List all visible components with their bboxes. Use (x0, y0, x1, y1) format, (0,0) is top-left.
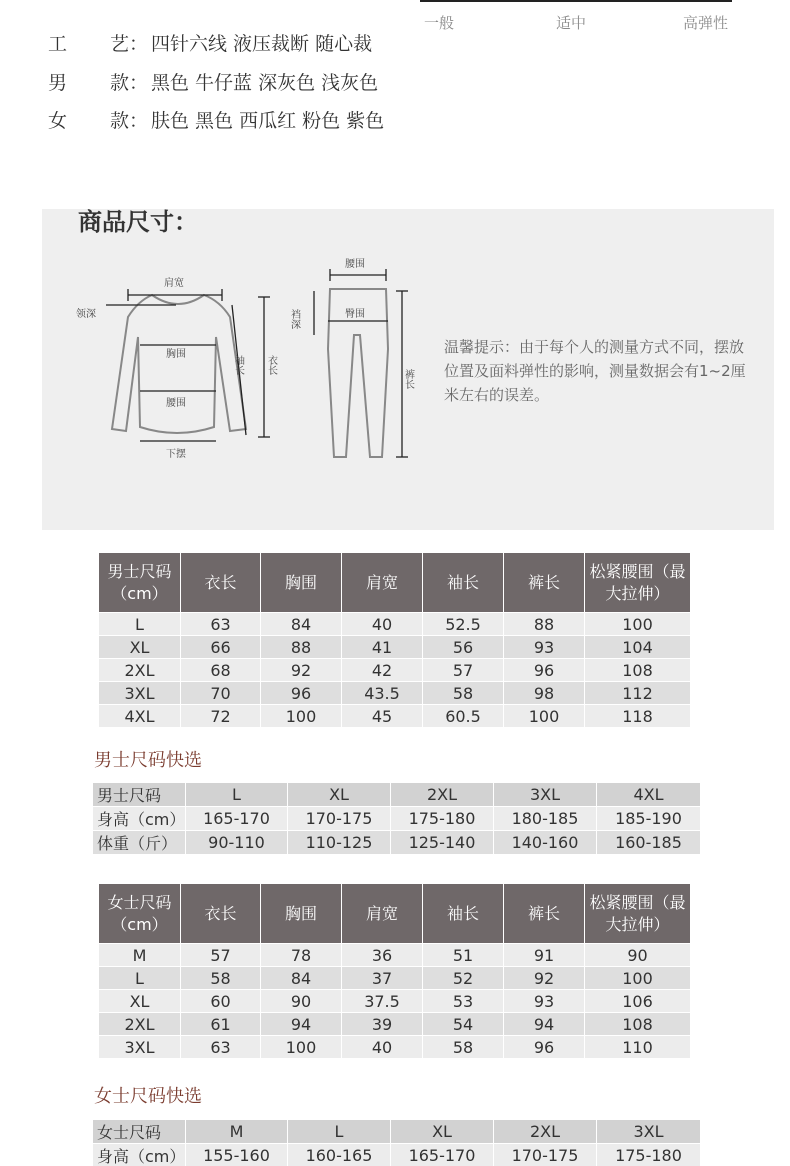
col-pants: 裤长 (504, 553, 585, 613)
label-sleeve: 袖长 (232, 355, 244, 375)
col-size: 男士尺码（cm） (99, 553, 181, 613)
label-pants-length: 裤长 (402, 369, 414, 389)
table-row: 身高（cm） 155-160 160-165 165-170 170-175 175-180 (93, 1144, 701, 1166)
col-length: 衣长 (181, 553, 261, 613)
label-waist: 腰围 (166, 398, 186, 409)
table-row: 4XL 72 100 45 60.5 100 118 (99, 705, 691, 728)
table-row: 3XL 70 96 43.5 58 98 112 (99, 682, 691, 705)
table-header-row (99, 884, 691, 944)
label-shoulder: 肩宽 (164, 278, 184, 289)
measurement-tip: 温馨提示：由于每个人的测量方式不同，摆放位置及面料弹性的影响，测量数据会有1~2厘米左右的误差。 (444, 338, 746, 404)
table-row: M 57 78 36 51 91 90 (99, 944, 691, 967)
women-size-table (98, 883, 691, 1059)
table-header-row (99, 553, 691, 613)
col-shoulder: 肩宽 (342, 553, 423, 613)
col-size: 女士尺码（cm） (99, 884, 181, 944)
table-header-row: 男士尺码 L XL 2XL 3XL 4XL (93, 783, 701, 807)
col-chest: 胸围 (261, 884, 342, 944)
table-row: 身高（cm） 165-170 170-175 175-180 180-185 185-190 (93, 807, 701, 831)
col-sleeve: 袖长 (423, 884, 504, 944)
table-row: XL 66 88 41 56 93 104 (99, 636, 691, 659)
label-chest: 胸围 (166, 349, 186, 360)
table-row: L 63 84 40 52.5 88 100 (99, 613, 691, 636)
col-length: 衣长 (181, 884, 261, 944)
label-length: 衣长 (265, 355, 277, 375)
size-panel (42, 209, 774, 530)
table-row: 3XL 63 100 40 58 96 110 (99, 1036, 691, 1059)
men-quick-table (92, 782, 701, 855)
men-size-table (98, 552, 691, 728)
table-row: L 58 84 37 52 92 100 (99, 967, 691, 990)
col-waist: 松紧腰围（最大拉伸） (585, 884, 691, 944)
label-crotch: 裆深 (288, 309, 300, 329)
shirt-outline (112, 295, 246, 433)
label-hip: 臀围 (345, 309, 365, 320)
col-shoulder: 肩宽 (342, 884, 423, 944)
women-quick-table (92, 1119, 701, 1166)
col-chest: 胸围 (261, 553, 342, 613)
men-quick-title: 男士尺码快选 (94, 750, 202, 771)
table-header-row: 女士尺码 M L XL 2XL 3XL (93, 1120, 701, 1144)
label-pants-waist: 腰围 (345, 259, 365, 270)
table-row: XL 60 90 37.5 53 93 106 (99, 990, 691, 1013)
elasticity-label-high: 高弹性 (683, 14, 729, 32)
label-hem: 下摆 (166, 449, 186, 460)
women-quick-title: 女士尺码快选 (94, 1086, 202, 1107)
table-row: 2XL 61 94 39 54 94 108 (99, 1013, 691, 1036)
elasticity-label-normal: 一般 (424, 14, 455, 32)
col-waist: 松紧腰围（最大拉伸） (585, 553, 691, 613)
col-pants: 裤长 (504, 884, 585, 944)
table-row: 体重（斤） 90-110 110-125 125-140 140-160 160-185 (93, 831, 701, 855)
table-row: 2XL 68 92 42 57 96 108 (99, 659, 691, 682)
size-title: 商品尺寸： (78, 208, 198, 236)
elasticity-track (420, 0, 732, 2)
elasticity-label-medium: 适中 (556, 14, 587, 32)
col-sleeve: 袖长 (423, 553, 504, 613)
label-neck-depth: 领深 (76, 309, 96, 320)
